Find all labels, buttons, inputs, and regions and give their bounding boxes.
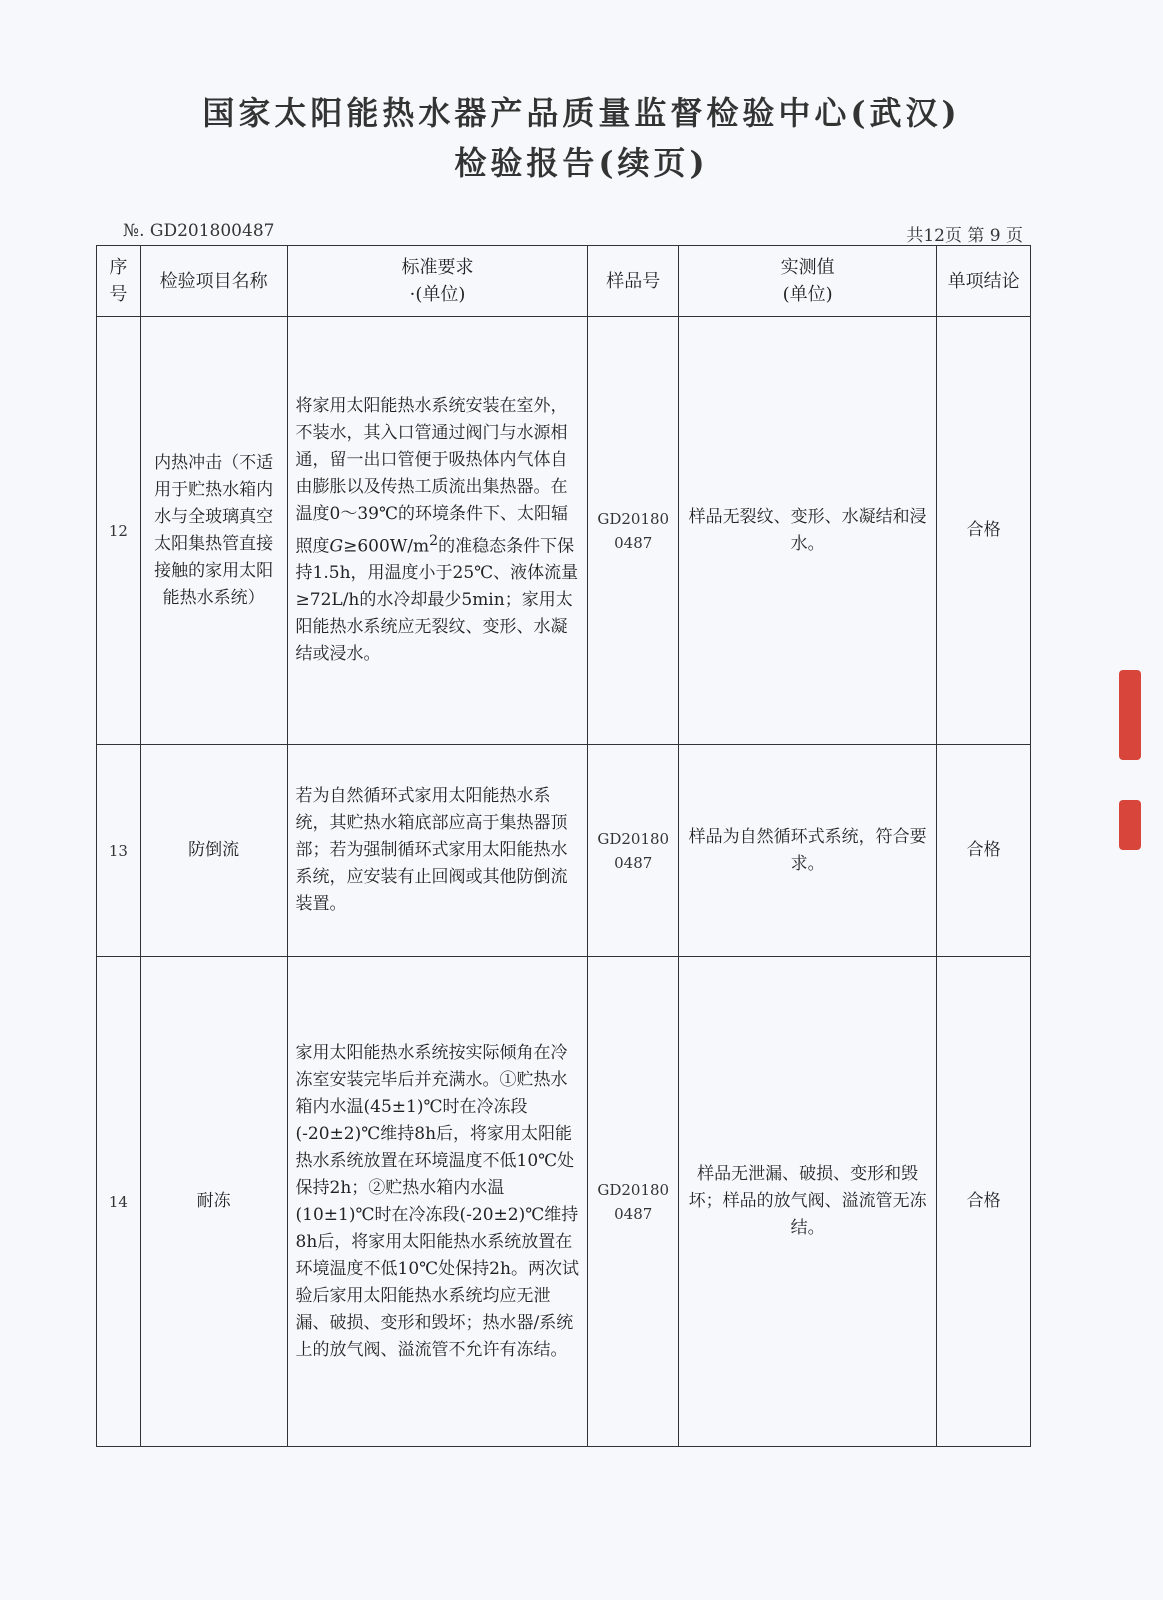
report-number: №. GD201800487 <box>123 221 275 241</box>
header-measured-unit: (单位) <box>782 284 833 305</box>
table-row <box>97 317 1031 745</box>
row-conclusion: 合格 <box>937 317 1031 745</box>
seal-edge-mark <box>1119 670 1141 760</box>
header-measured <box>679 246 937 317</box>
row-item: 防倒流 <box>140 745 287 957</box>
requirement-text-c: 的准稳态条件下保持1.5h，用温度小于25℃、液体流量≥72L/h的水冷却最少5min；家用太阳能热水系统应无裂纹、变形、水凝结或浸水。 <box>295 536 579 665</box>
row-no: 14 <box>97 957 141 1447</box>
row-measured: 样品为自然循环式系统，符合要求。 <box>679 745 937 957</box>
row-item: 内热冲击（不适用于贮热水箱内水与全玻璃真空太阳集热管直接接触的家用太阳能热水系统） <box>140 317 287 745</box>
sample-line-2: 0487 <box>614 533 653 552</box>
requirement-text-a: 将家用太阳能热水系统安装在室外，不装水，其入口管通过阀门与水源相通，留一出口管便于吸热体内气体自由膨胀以及传热工质流出集热器。在温度0～39℃的环境条件下、太阳辐照度 <box>295 395 568 557</box>
header-measured-label: 实测值 <box>780 257 835 278</box>
requirement-text-b: ≥600W/m <box>343 536 430 557</box>
sample-line-2: 0487 <box>614 853 653 872</box>
row-no: 13 <box>97 745 141 957</box>
header-no: 序号 <box>97 246 141 317</box>
requirement-symbol-g: G <box>329 536 344 557</box>
page-info: 共12页 第 9 页 <box>906 226 1023 246</box>
row-measured: 样品无泄漏、破损、变形和毁坏；样品的放气阀、溢流管无冻结。 <box>679 957 937 1447</box>
header-requirement-label: 标准要求 <box>401 257 474 278</box>
table-row <box>97 957 1031 1447</box>
seal-edge-mark <box>1119 800 1141 850</box>
row-sample <box>588 317 679 745</box>
row-conclusion: 合格 <box>937 745 1031 957</box>
requirement-superscript: 2 <box>429 532 439 549</box>
sample-line-1: GD20180 <box>597 509 670 528</box>
row-conclusion: 合格 <box>937 957 1031 1447</box>
row-requirement <box>287 317 588 745</box>
row-measured: 样品无裂纹、变形、水凝结和浸水。 <box>679 317 937 745</box>
row-requirement: 家用太阳能热水系统按实际倾角在冷冻室安装完毕后并充满水。①贮热水箱内水温(45±1)℃时在冷冻段(-20±2)℃维持8h后，将家用太阳能热水系统放置在环境温度不低10℃处保持2h；②贮热水箱内水温(10±1)℃时在冷冻段(-20±2)℃维持8h后，将家用太阳能热水系统放置在环境温度不低10℃处保持2h。两次试验后家用太阳能热水系统均应无泄漏、破损、变形和毁坏；热水器/系统上的放气阀、溢流管不允许有冻结。 <box>287 957 588 1447</box>
header-sample: 样品号 <box>588 246 679 317</box>
report-title: 国家太阳能热水器产品质量监督检验中心(武汉) <box>202 94 961 132</box>
sample-line-1: GD20180 <box>597 829 670 848</box>
table-header-row <box>97 246 1031 317</box>
row-no: 12 <box>97 317 141 745</box>
header-conclusion: 单项结论 <box>937 246 1031 317</box>
header-requirement-unit: ·(单位) <box>409 284 466 305</box>
row-requirement: 若为自然循环式家用太阳能热水系统，其贮热水箱底部应高于集热器顶部；若为强制循环式家用太阳能热水系统，应安装有止回阀或其他防倒流装置。 <box>287 745 588 957</box>
row-sample <box>588 957 679 1447</box>
header-item: 检验项目名称 <box>140 246 287 317</box>
table-row <box>97 745 1031 957</box>
header-requirement <box>287 246 588 317</box>
sample-line-2: 0487 <box>614 1204 653 1223</box>
inspection-table <box>96 245 1031 1447</box>
sample-line-1: GD20180 <box>597 1180 670 1199</box>
report-subtitle: 检验报告(续页) <box>454 144 709 182</box>
row-item: 耐冻 <box>140 957 287 1447</box>
row-sample <box>588 745 679 957</box>
